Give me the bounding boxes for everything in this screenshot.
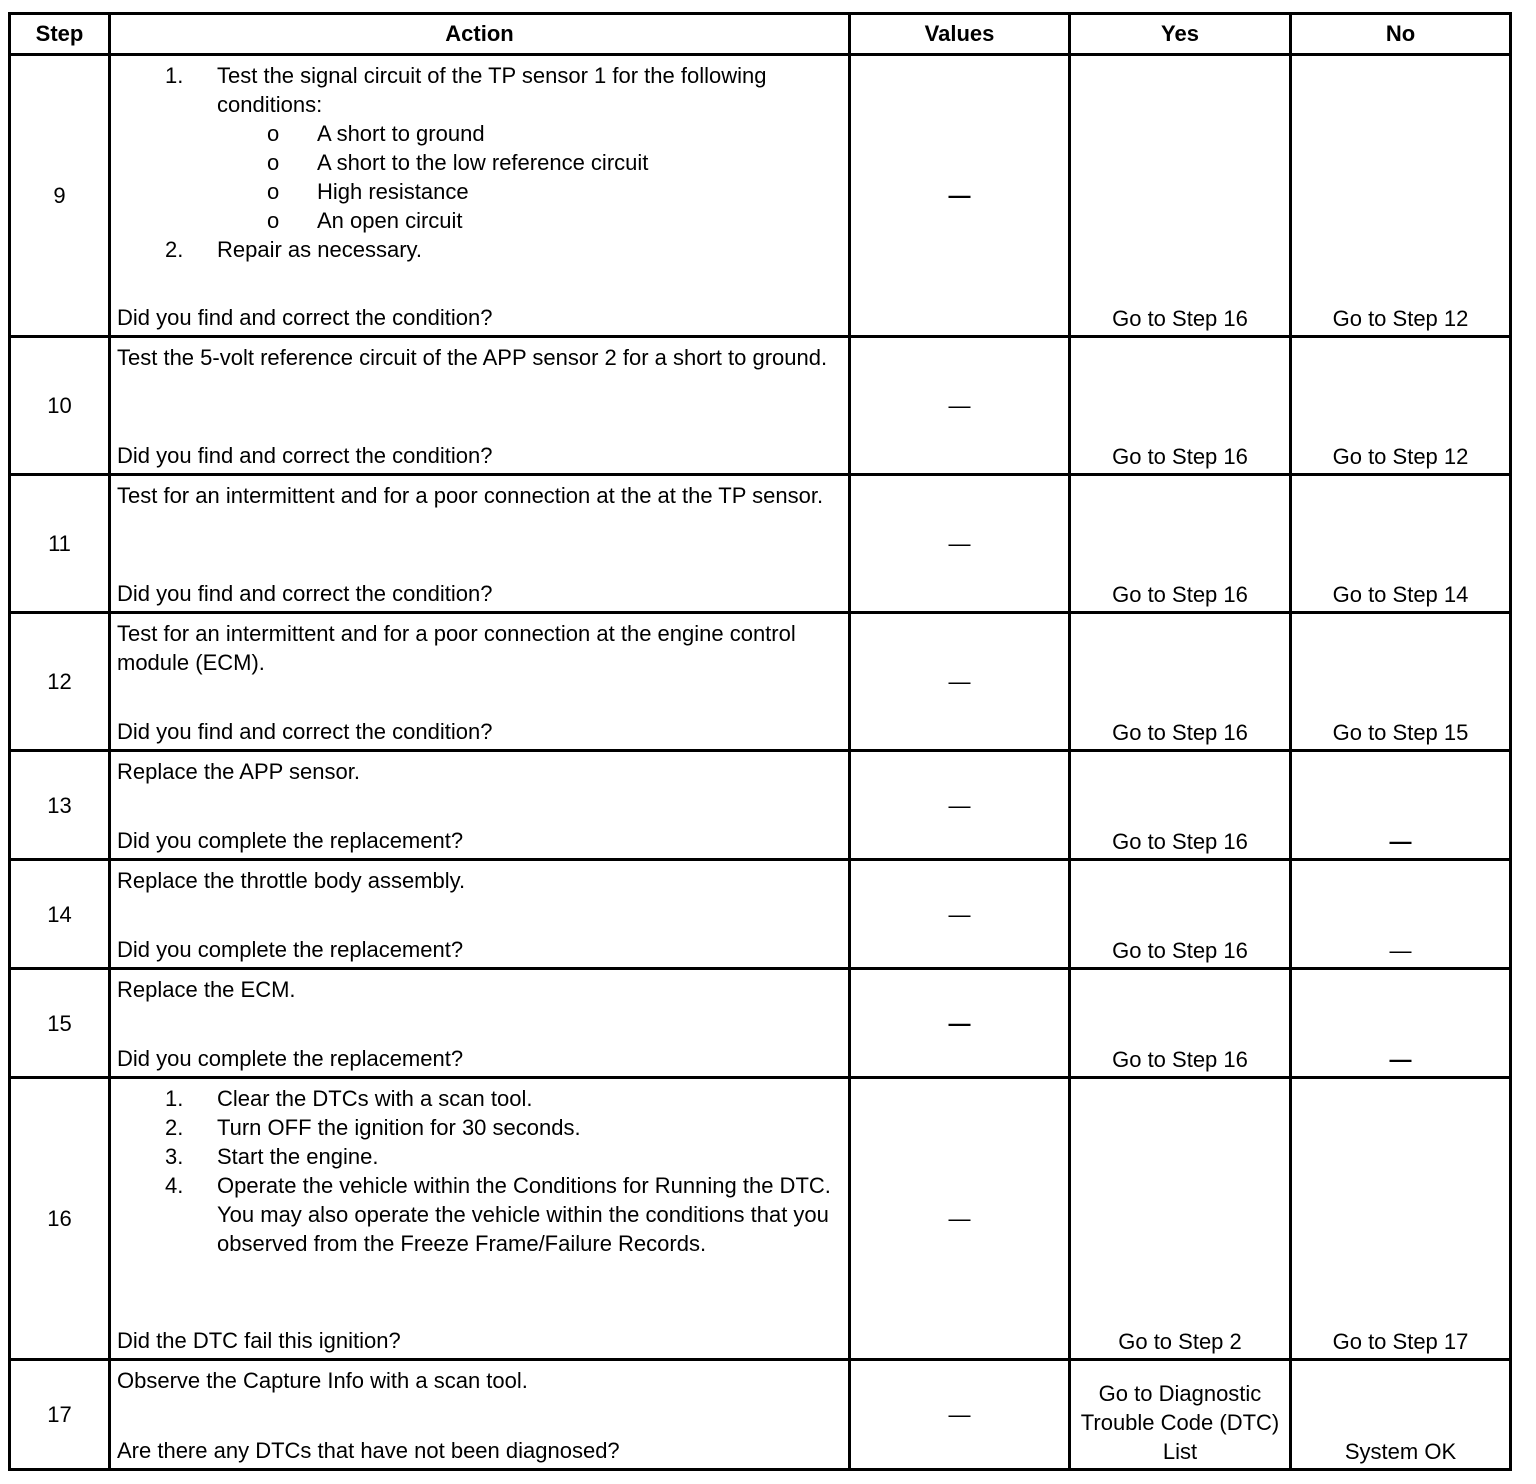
step-text: Start the engine. [217, 1143, 379, 1169]
table-row-step-17 [10, 1360, 1511, 1470]
condition-text: High resistance [317, 178, 469, 204]
values-cell: — [850, 337, 1070, 475]
step-index: 1. [165, 62, 184, 88]
action-content [111, 972, 848, 1075]
step-index: 1. [165, 1085, 184, 1111]
question-text: Did you complete the replacement? [117, 827, 464, 853]
yes-text: Go to Step 16 [1112, 938, 1248, 963]
list-item [217, 119, 840, 148]
no-cell [1291, 969, 1511, 1078]
no-text: Go to Step 14 [1332, 582, 1469, 607]
question-text: Did you complete the replacement? [117, 1045, 464, 1071]
action-text: Replace the APP sensor. [117, 758, 360, 784]
action-cell [110, 55, 850, 337]
action-cell [110, 860, 850, 969]
action-steps [117, 61, 840, 264]
no-cell [1291, 55, 1511, 337]
no-cell [1291, 613, 1511, 751]
list-item [117, 1171, 840, 1258]
list-item [117, 1084, 840, 1113]
yes-text: Go to Step 2 [1118, 1329, 1242, 1354]
yes-cell [1070, 751, 1291, 860]
values-cell: — [850, 1360, 1070, 1470]
step-number: 16 [10, 1078, 110, 1360]
list-item [217, 206, 840, 235]
action-cell [110, 969, 850, 1078]
no-text: Go to Step 12 [1332, 444, 1469, 469]
yes-cell [1070, 613, 1291, 751]
bullet-icon: o [267, 149, 280, 175]
action-text: Test for an intermittent and for a poor connection at the at the TP sensor. [117, 482, 824, 508]
yes-text: Go to Step 16 [1112, 720, 1248, 745]
step-index: 2. [165, 1114, 184, 1140]
no-text: Go to Step 15 [1332, 720, 1469, 745]
action-content [111, 616, 848, 748]
step-text: Turn OFF the ignition for 30 seconds. [217, 1114, 581, 1140]
list-item [117, 235, 840, 264]
table-row-step-9 [10, 55, 1511, 337]
yes-cell [1070, 860, 1291, 969]
no-cell [1291, 1078, 1511, 1360]
question-text: Did you complete the replacement? [117, 936, 464, 962]
action-text: Test for an intermittent and for a poor connection at the engine control module (ECM). [117, 620, 796, 675]
action-text: Replace the ECM. [117, 976, 296, 1002]
action-content [111, 1081, 848, 1357]
values-cell: — [850, 969, 1070, 1078]
action-cell [110, 1360, 850, 1470]
action-text: Test the 5-volt reference circuit of the APP sensor 2 for a short to ground. [117, 344, 828, 370]
no-cell [1291, 337, 1511, 475]
table-row-step-15 [10, 969, 1511, 1078]
action-content [111, 478, 848, 610]
no-text: — [1389, 938, 1412, 963]
table-row-step-10 [10, 337, 1511, 475]
action-cell [110, 1078, 850, 1360]
question-text: Did the DTC fail this ignition? [117, 1327, 401, 1353]
yes-cell [1070, 1360, 1291, 1470]
header-values: Values [850, 14, 1070, 55]
values-cell: — [850, 475, 1070, 613]
no-cell [1291, 475, 1511, 613]
step-index: 2. [165, 236, 184, 262]
table-row-step-11 [10, 475, 1511, 613]
values-cell: — [850, 751, 1070, 860]
yes-cell [1070, 55, 1291, 337]
step-text: Operate the vehicle within the Conditions for Running the DTC. You may also operate the vehicle within the conditions that you observed from the Freeze Frame/Failure Records. [217, 1172, 831, 1256]
step-number: 11 [10, 475, 110, 613]
numbered-steps [117, 61, 840, 264]
action-content [111, 754, 848, 857]
condition-text: A short to ground [317, 120, 485, 146]
question-text: Are there any DTCs that have not been diagnosed? [117, 1437, 620, 1463]
yes-text: Go to Step 16 [1112, 1047, 1248, 1072]
no-text: — [1389, 1047, 1412, 1072]
action-cell [110, 475, 850, 613]
action-text: Observe the Capture Info with a scan tool. [117, 1367, 528, 1393]
action-text: Replace the throttle body assembly. [117, 867, 466, 893]
action-cell [110, 613, 850, 751]
list-item [217, 148, 840, 177]
question-text: Did you find and correct the condition? [117, 442, 493, 468]
step-number: 10 [10, 337, 110, 475]
yes-text: Go to Step 16 [1112, 829, 1248, 854]
step-number: 15 [10, 969, 110, 1078]
step-text: Test the signal circuit of the TP sensor 1 for the following conditions: [217, 62, 767, 117]
condition-list [217, 119, 840, 235]
no-text: — [1389, 829, 1412, 854]
header-action: Action [110, 14, 850, 55]
header-step: Step [10, 14, 110, 55]
no-text: System OK [1344, 1439, 1457, 1464]
values-cell: — [850, 1078, 1070, 1360]
no-text: Go to Step 17 [1332, 1329, 1469, 1354]
yes-cell [1070, 969, 1291, 1078]
header-yes: Yes [1070, 14, 1291, 55]
table-row-step-13 [10, 751, 1511, 860]
list-item [117, 1142, 840, 1171]
no-text: Go to Step 12 [1332, 306, 1469, 331]
no-cell [1291, 751, 1511, 860]
step-number: 9 [10, 55, 110, 337]
step-number: 17 [10, 1360, 110, 1470]
table-row-step-14 [10, 860, 1511, 969]
list-item [117, 1113, 840, 1142]
step-number: 14 [10, 860, 110, 969]
action-cell [110, 337, 850, 475]
action-content [111, 340, 848, 472]
action-cell [110, 751, 850, 860]
list-item [217, 177, 840, 206]
step-number: 13 [10, 751, 110, 860]
diagnostic-table [8, 12, 1512, 1471]
table-row-step-12 [10, 613, 1511, 751]
step-number: 12 [10, 613, 110, 751]
yes-cell [1070, 337, 1291, 475]
values-cell: — [850, 55, 1070, 337]
bullet-icon: o [267, 120, 280, 146]
condition-text: An open circuit [317, 207, 463, 233]
bullet-icon: o [267, 178, 280, 204]
condition-text: A short to the low reference circuit [317, 149, 649, 175]
action-content [111, 1363, 848, 1467]
yes-text: Go to Step 16 [1112, 306, 1248, 331]
table-row-step-16 [10, 1078, 1511, 1360]
yes-text: Go to Step 16 [1112, 582, 1248, 607]
bullet-icon: o [267, 207, 280, 233]
yes-cell [1070, 475, 1291, 613]
step-text: Clear the DTCs with a scan tool. [217, 1085, 533, 1111]
no-cell [1291, 860, 1511, 969]
header-row [10, 14, 1511, 55]
question-text: Did you find and correct the condition? [117, 580, 493, 606]
step-index: 3. [165, 1143, 184, 1169]
header-no: No [1291, 14, 1511, 55]
question-text: Did you find and correct the condition? [117, 718, 493, 744]
yes-text: Go to Diagnostic Trouble Code (DTC) List [1080, 1381, 1280, 1464]
values-cell: — [850, 860, 1070, 969]
action-content [111, 863, 848, 966]
yes-cell [1070, 1078, 1291, 1360]
action-content [111, 58, 848, 334]
step-text: Repair as necessary. [217, 236, 423, 262]
step-index: 4. [165, 1172, 184, 1198]
numbered-steps [117, 1084, 840, 1258]
question-text: Did you find and correct the condition? [117, 304, 493, 330]
yes-text: Go to Step 16 [1112, 444, 1248, 469]
list-item [117, 61, 840, 235]
values-cell: — [850, 613, 1070, 751]
no-cell [1291, 1360, 1511, 1470]
